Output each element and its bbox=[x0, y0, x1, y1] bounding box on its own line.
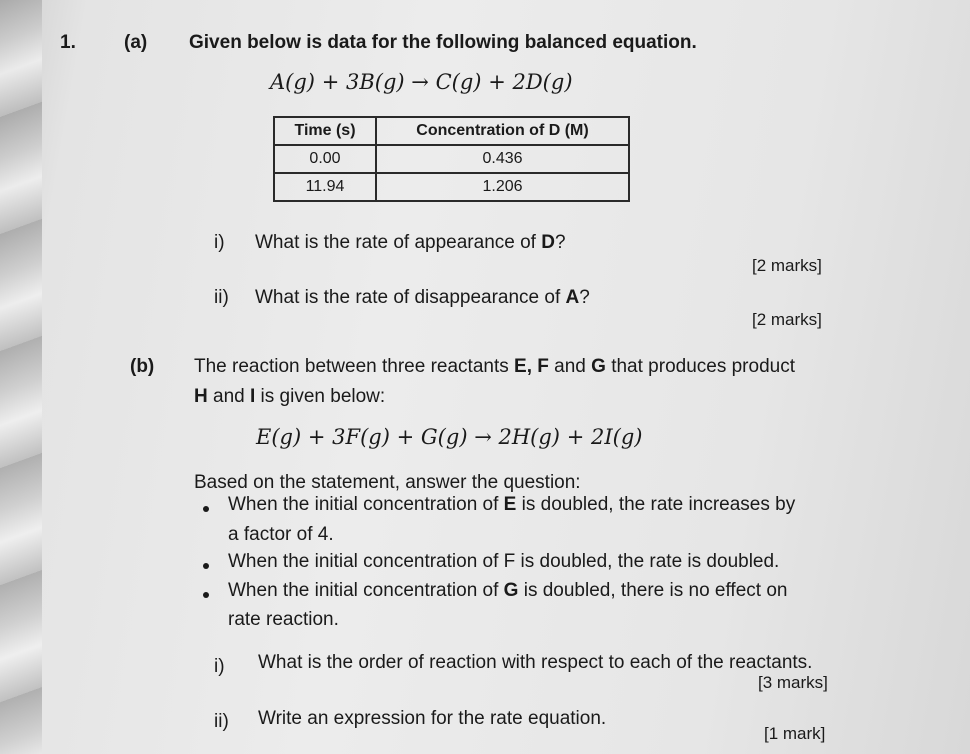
part-b-ii-question: Write an expression for the rate equation. bbox=[258, 708, 607, 729]
eq-b-plus2: + bbox=[396, 425, 415, 449]
part-b-intro-line2 bbox=[194, 386, 385, 408]
part-a-i-question bbox=[255, 232, 566, 254]
bullet-3-bold: G bbox=[503, 580, 519, 601]
eq-b-term3: G(g) bbox=[420, 425, 468, 449]
reactant-g: G bbox=[591, 356, 606, 377]
page-edge-shadow bbox=[0, 0, 42, 754]
part-b-intro-line1 bbox=[194, 356, 795, 378]
part-a-i-text: What is the rate of appearance of bbox=[255, 232, 542, 253]
bullet-3-text-end: is doubled, there is no effect on bbox=[518, 580, 788, 601]
part-a-i-number: i) bbox=[214, 232, 225, 253]
part-b-i-number: i) bbox=[214, 656, 225, 677]
eq-a-arrow: → bbox=[411, 70, 429, 94]
table-row bbox=[274, 145, 629, 173]
table-cell: 0.436 bbox=[376, 145, 629, 173]
part-a-ii-end: ? bbox=[579, 287, 590, 308]
bullet-1 bbox=[228, 494, 795, 516]
part-b-intro-text: The reaction between three reactants bbox=[194, 356, 515, 377]
question-number: 1. bbox=[60, 32, 76, 53]
bullet-1-text: When the initial concentration of bbox=[228, 494, 504, 515]
table-cell: 11.94 bbox=[274, 173, 376, 201]
part-a-ii-marks: [2 marks] bbox=[752, 310, 822, 329]
part-b-ii-marks: [1 mark] bbox=[764, 724, 826, 743]
bullet-icon bbox=[203, 506, 209, 512]
conjunction: and bbox=[548, 356, 592, 377]
bullet-1-bold: E bbox=[503, 494, 517, 515]
product-h: H bbox=[194, 386, 208, 407]
bullet-icon bbox=[203, 592, 209, 598]
eq-a-term1: A(g) bbox=[270, 70, 315, 94]
table-cell: 0.00 bbox=[274, 145, 376, 173]
eq-a-plus1: + bbox=[321, 70, 340, 94]
equation-a bbox=[270, 70, 573, 94]
part-b-label: (b) bbox=[130, 356, 155, 377]
bullet-icon bbox=[203, 563, 209, 569]
reactant-ef: E, F bbox=[514, 356, 549, 377]
eq-b-arrow: → bbox=[474, 425, 492, 449]
part-a-i-end: ? bbox=[554, 232, 566, 253]
based-on-statement: Based on the statement, answer the question: bbox=[194, 472, 581, 493]
part-a-ii-question bbox=[255, 287, 590, 309]
concentration-table bbox=[273, 116, 630, 202]
part-a-label: (a) bbox=[124, 32, 148, 53]
part-a-ii-bold: A bbox=[565, 287, 580, 308]
part-a-ii-text: What is the rate of disappearance of bbox=[255, 287, 566, 308]
part-a-intro: Given below is data for the following balanced equation. bbox=[189, 32, 697, 53]
bullet-1-line2: a factor of 4. bbox=[228, 524, 334, 545]
eq-b-term1: E(g) bbox=[256, 425, 302, 449]
part-b-intro-text: that produces product bbox=[605, 356, 795, 377]
equation-b bbox=[256, 425, 643, 449]
bullet-2: When the initial concentration of F is doubled, the rate is doubled. bbox=[228, 551, 780, 572]
part-a-i-bold: D bbox=[541, 232, 555, 253]
eq-b-term2: 3F(g) bbox=[332, 425, 390, 449]
bullet-3-text: When the initial concentration of bbox=[228, 580, 504, 601]
eq-a-term3: C(g) bbox=[435, 70, 482, 94]
bullet-1-text-end: is doubled, the rate increases by bbox=[516, 494, 796, 515]
eq-b-plus1: + bbox=[307, 425, 326, 449]
table-header-concentration: Concentration of D (M) bbox=[376, 117, 629, 145]
part-b-ii-number: ii) bbox=[214, 711, 229, 732]
part-b-i-marks: [3 marks] bbox=[758, 673, 828, 692]
part-b-intro-text: is given below: bbox=[255, 386, 386, 407]
table-cell: 1.206 bbox=[376, 173, 629, 201]
eq-b-plus3: + bbox=[566, 425, 585, 449]
bullet-3 bbox=[228, 580, 787, 602]
part-a-ii-number: ii) bbox=[214, 287, 229, 308]
eq-a-term2: 3B(g) bbox=[345, 70, 405, 94]
table-row bbox=[274, 173, 629, 201]
part-a-i-marks: [2 marks] bbox=[752, 256, 822, 275]
table-header-row bbox=[274, 117, 629, 145]
bullet-3-line2: rate reaction. bbox=[228, 609, 339, 630]
eq-a-term4: 2D(g) bbox=[512, 70, 573, 94]
eq-b-term5: 2I(g) bbox=[591, 425, 643, 449]
eq-b-term4: 2H(g) bbox=[498, 425, 561, 449]
product-i: I bbox=[250, 386, 256, 407]
table-header-time: Time (s) bbox=[274, 117, 376, 145]
eq-a-plus2: + bbox=[488, 70, 506, 94]
part-b-i-question: What is the order of reaction with respect to each of the reactants. bbox=[258, 652, 813, 673]
conjunction: and bbox=[207, 386, 250, 407]
